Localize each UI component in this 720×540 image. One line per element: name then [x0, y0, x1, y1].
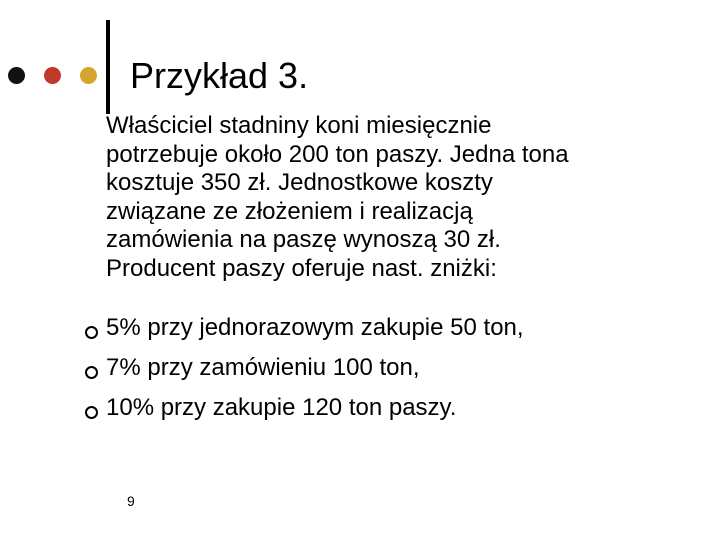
red-dot-icon: [44, 67, 61, 84]
black-dot-icon: [8, 67, 25, 84]
intro-line: Producent paszy oferuje nast. zniżki:: [106, 254, 497, 282]
list-item-text: 7% przy zamówieniu 100 ton,: [106, 354, 420, 381]
hollow-circle-icon: [85, 406, 98, 419]
decorative-dots: [8, 66, 116, 84]
list-item: [0, 313, 720, 353]
intro-line: kosztuje 350 zł. Jednostkowe koszty: [106, 169, 493, 197]
list-item: [0, 393, 720, 433]
title-divider: [106, 20, 110, 114]
list-item-text: 5% przy jednorazowym zakupie 50 ton,: [106, 314, 524, 341]
intro-line: Właściciel stadniny koni miesięcznie: [106, 112, 492, 139]
discount-list: [0, 313, 720, 433]
hollow-circle-icon: [85, 326, 98, 339]
slide-title: Przykład 3.: [130, 55, 309, 96]
page-number: 9: [127, 493, 135, 509]
intro-paragraph: [106, 112, 706, 284]
intro-line: zamówienia na paszę wynoszą 30 zł.: [106, 226, 501, 254]
gold-dot-icon: [80, 67, 97, 84]
list-item: [0, 353, 720, 393]
intro-line: potrzebuje około 200 ton paszy. Jedna tona: [106, 140, 569, 168]
list-item-text: 10% przy zakupie 120 ton paszy.: [106, 394, 457, 421]
intro-line: związane ze złożeniem i realizacją: [106, 197, 473, 225]
hollow-circle-icon: [85, 366, 98, 379]
